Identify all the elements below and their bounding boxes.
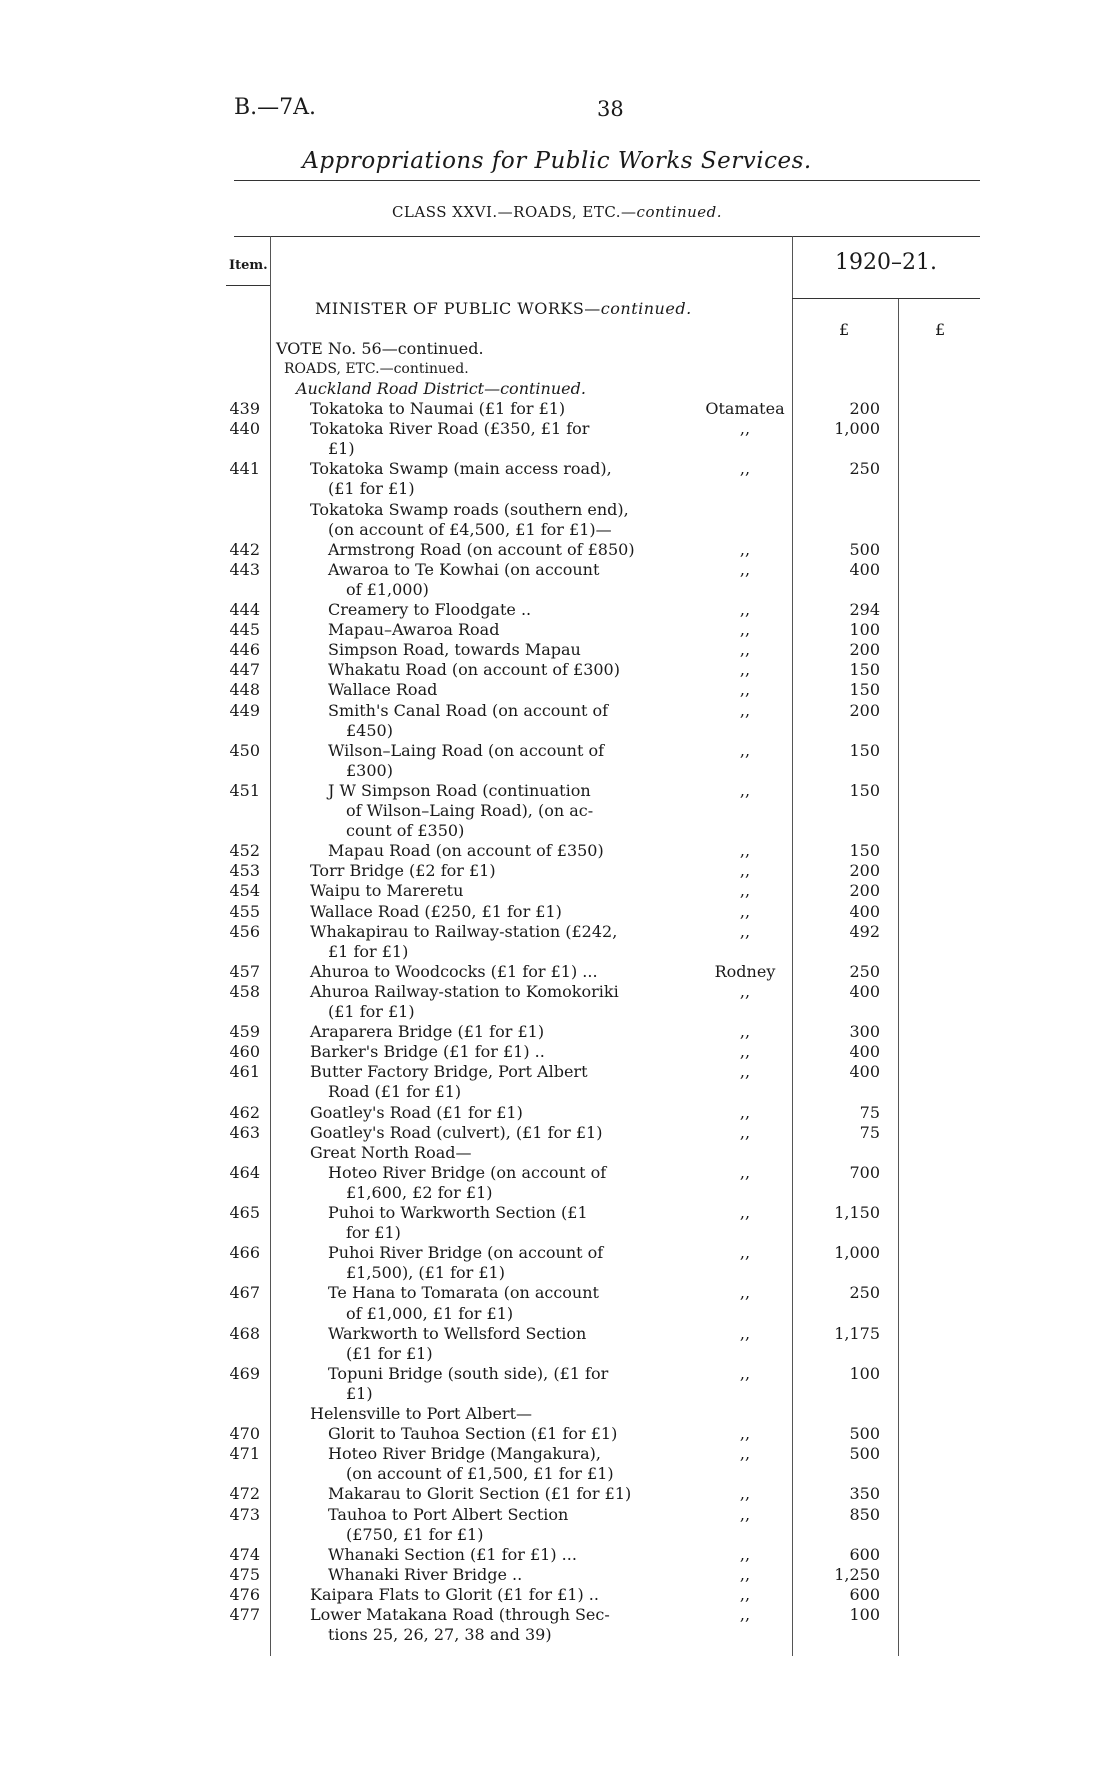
roads-heading: ROADS, ETC.—continued. [284,361,469,377]
item-description-line: Puhoi to Warkworth Section (£1 [328,1203,588,1222]
electoral-district: ,, [739,1504,751,1524]
item-number: 460 [229,1042,260,1062]
amount-value: 200 [849,700,880,720]
electoral-district: ,, [739,1605,751,1624]
item-number: 459 [229,1022,260,1042]
amount-value: 150 [849,841,880,861]
page-title: Appropriations for Public Works Services. [302,148,812,174]
electoral-district: ,, [739,1424,751,1444]
item-description-line: Tauhoa to Port Albert Section [328,1504,569,1524]
electoral-district: ,, [739,1102,751,1122]
electoral-district: ,, [739,680,751,700]
item-column-header: Item. [229,258,268,273]
item-number: 458 [229,981,260,1001]
item-description-line: (£750, £1 for £1) [346,1524,484,1544]
item-number: 471 [229,1444,260,1464]
item-description-line: Hoteo River Bridge (Mangakura), [328,1444,601,1464]
item-description-line: £450) [346,720,393,740]
item-number: 473 [229,1504,260,1524]
item-number: 449 [229,700,260,720]
item-description-line: Helensville to Port Albert— [310,1404,532,1423]
item-description-line: £1,600, £2 for £1) [346,1182,493,1202]
item-description-line: Araparera Bridge (£1 for £1) [310,1022,545,1042]
item-description-line: Goatley's Road (£1 for £1) [310,1102,523,1122]
item-description-line: Butter Factory Bridge, Port Albert [310,1062,588,1082]
amount-value: 700 [849,1162,880,1182]
electoral-district: ,, [739,539,751,559]
item-description-line: (£1 for £1) [346,1343,433,1363]
electoral-district: ,, [739,1584,751,1604]
item-description-line: Puhoi River Bridge (on account of [328,1243,604,1263]
year-column-header: 1920–21. [835,250,937,275]
item-description-line: Armstrong Road (on account of £850) [328,539,635,559]
item-description-line: £1) [346,1383,373,1403]
item-description-line: Wallace Road (£250, £1 for £1) [310,901,562,921]
item-description-line: Simpson Road, towards Mapau [328,640,581,660]
class-subtitle: CLASS XXVI.—ROADS, ETC.—continued. [391,203,723,221]
amount-value: 600 [849,1544,880,1564]
amount-value: 150 [849,680,880,700]
item-number: 445 [229,620,260,640]
item-description-line: of £1,000, £1 for £1) [346,1303,514,1323]
title-rule [234,180,980,181]
page-number: 38 [597,97,624,121]
item-number: 461 [229,1062,260,1082]
item-description-line: J W Simpson Road (continuation [328,780,591,800]
item-description-line: £1,500), (£1 for £1) [346,1263,505,1283]
electoral-district: ,, [739,1162,751,1182]
amount-value: 300 [849,1022,880,1042]
item-description-line: Kaipara Flats to Glorit (£1 for £1) .. [310,1584,599,1604]
electoral-district: ,, [739,1564,751,1584]
electoral-district: ,, [739,1243,751,1263]
amount-value: 200 [849,399,880,418]
item-number: 446 [229,640,260,660]
item-description-line: Warkworth to Wellsford Section [328,1323,587,1343]
electoral-district: ,, [739,419,751,439]
amount-value: 400 [849,981,880,1001]
item-number: 467 [229,1283,260,1303]
electoral-district: ,, [739,861,751,881]
item-description-line: for £1) [346,1223,401,1243]
electoral-district: ,, [739,901,751,921]
amount-value: 1,250 [834,1564,880,1584]
item-description-line: £1) [328,439,355,459]
item-column-divider [270,236,271,1656]
item-description-line: Mapau Road (on account of £350) [328,841,604,861]
item-number: 477 [229,1605,260,1624]
amount-value: 1,000 [834,1243,880,1263]
item-number: 474 [229,1544,260,1564]
item-number: 442 [229,539,260,559]
item-description-line: Whakatu Road (on account of £300) [328,660,620,680]
minister-heading: MINISTER OF PUBLIC WORKS—continued. [315,299,692,318]
table-top-rule [234,236,980,237]
item-description-line: Tokatoka Swamp (main access road), [310,459,612,479]
item-number: 450 [229,740,260,760]
electoral-district: ,, [739,1484,751,1504]
item-description-line: Goatley's Road (culvert), (£1 for £1) [310,1122,603,1142]
vote-heading: VOTE No. 56—continued. [276,339,484,358]
item-number: 443 [229,559,260,579]
item-number: 444 [229,600,260,619]
amount-value: 350 [849,1484,880,1504]
amount-column-divider [898,298,899,1656]
item-number: 439 [229,399,260,418]
item-description-line: £1 for £1) [328,941,409,961]
amount-value: 75 [859,1122,880,1142]
item-number: 476 [229,1584,260,1604]
item-description-line: Awaroa to Te Kowhai (on account [328,559,600,579]
item-number: 447 [229,660,260,680]
item-description-line: Great North Road— [310,1142,472,1162]
item-description-line: Glorit to Tauhoa Section (£1 for £1) [328,1424,618,1444]
electoral-district: ,, [739,1544,751,1564]
amount-value: 294 [849,600,880,619]
item-number: 451 [229,780,260,800]
item-description-line: of Wilson–Laing Road), (on ac- [346,801,594,820]
electoral-district: ,, [739,620,751,640]
item-number: 440 [229,419,260,439]
item-number: 464 [229,1162,260,1182]
amount-value: 600 [849,1584,880,1604]
item-description-line: Wallace Road [328,680,438,700]
amount-value: 400 [849,1062,880,1082]
section-code: B.—7A. [234,95,317,120]
amount-value: 100 [849,620,880,640]
amount-value: 492 [849,921,880,941]
item-description-line: Ahuroa Railway-station to Komokoriki [310,981,619,1001]
electoral-district: ,, [739,1042,751,1062]
amount-value: 400 [849,1042,880,1062]
item-number: 462 [229,1102,260,1122]
electoral-district: ,, [739,740,751,760]
item-description-line: Road (£1 for £1) [328,1082,462,1102]
item-description-line: count of £350) [346,821,465,841]
electoral-district: ,, [739,1062,751,1082]
item-description-line: Te Hana to Tomarata (on account [328,1283,599,1303]
item-description-line: Hoteo River Bridge (on account of [328,1162,607,1182]
item-number: 466 [229,1243,260,1263]
amount-value: 1,150 [834,1203,880,1222]
pound-column-2: £ [935,320,946,339]
amount-value: 150 [849,660,880,680]
amount-value: 200 [849,861,880,881]
item-number: 465 [229,1203,260,1222]
item-description-line: Smith's Canal Road (on account of [328,700,609,720]
item-description-line: tions 25, 26, 27, 38 and 39) [328,1625,552,1645]
electoral-district: Otamatea [705,399,785,418]
electoral-district: ,, [739,559,751,579]
electoral-district: ,, [739,640,751,660]
amount-value: 850 [849,1504,880,1524]
year-rule [792,298,980,299]
pound-column-1: £ [839,320,850,339]
electoral-district: ,, [739,841,751,861]
item-description-line: Waipu to Mareretu [310,881,464,901]
item-description-line: Tokatoka Swamp roads (southern end), [310,499,629,519]
item-description-line: £300) [346,760,393,780]
electoral-district: Rodney [714,961,776,981]
item-description-line: Mapau–Awaroa Road [328,620,500,640]
amount-value: 1,000 [834,419,880,439]
item-number: 456 [229,921,260,941]
amount-value: 250 [849,961,880,981]
electoral-district: ,, [739,1363,751,1383]
amount-value: 200 [849,640,880,660]
item-description-line: Tokatoka River Road (£350, £1 for [310,419,590,439]
electoral-district: ,, [739,600,751,619]
electoral-district: ,, [739,921,751,941]
item-description-line: Tokatoka to Naumai (£1 for £1) [310,399,566,418]
item-number: 470 [229,1424,260,1444]
item-number: 454 [229,881,260,901]
electoral-district: ,, [739,881,751,901]
electoral-district: ,, [739,981,751,1001]
amount-value: 150 [849,780,880,800]
item-description-line: (on account of £4,500, £1 for £1)— [328,519,612,539]
item-description-line: Wilson–Laing Road (on account of [328,740,605,760]
amount-value: 100 [849,1605,880,1624]
amount-value: 400 [849,901,880,921]
item-number: 469 [229,1363,260,1383]
amount-value: 150 [849,740,880,760]
amount-value: 500 [849,1444,880,1464]
item-header-rule [226,285,270,286]
item-description-line: of £1,000) [346,579,429,599]
amount-value: 100 [849,1363,880,1383]
item-description-line: Torr Bridge (£2 for £1) [310,861,496,881]
item-number: 453 [229,861,260,881]
item-description-line: Topuni Bridge (south side), (£1 for [328,1363,609,1383]
amount-value: 400 [849,559,880,579]
amount-value: 500 [849,1424,880,1444]
district-heading: Auckland Road District—continued. [296,379,586,398]
electoral-district: ,, [739,1203,751,1222]
electoral-district: ,, [739,459,751,479]
amount-value: 200 [849,881,880,901]
electoral-district: ,, [739,1122,751,1142]
item-number: 455 [229,901,260,921]
electoral-district: ,, [739,1444,751,1464]
electoral-district: ,, [739,1022,751,1042]
electoral-district: ,, [739,1283,751,1303]
item-number: 441 [229,459,260,479]
item-number: 463 [229,1122,260,1142]
item-description-line: (£1 for £1) [328,1002,415,1021]
electoral-district: ,, [739,780,751,800]
item-number: 457 [229,961,260,981]
item-description-line: Whanaki Section (£1 for £1) ... [328,1544,577,1564]
item-description-line: Makarau to Glorit Section (£1 for £1) [328,1484,632,1504]
electoral-district: ,, [739,660,751,680]
item-number: 468 [229,1323,260,1343]
item-description-line: Whakapirau to Railway-station (£242, [310,921,618,941]
amount-value: 250 [849,1283,880,1303]
item-number: 452 [229,841,260,861]
item-description-line: Whanaki River Bridge .. [328,1564,523,1584]
item-number: 475 [229,1564,260,1584]
item-description-line: (on account of £1,500, £1 for £1) [346,1464,614,1484]
item-description-line: Lower Matakana Road (through Sec- [310,1605,610,1624]
amount-value: 75 [859,1102,880,1122]
item-description-line: Ahuroa to Woodcocks (£1 for £1) ... [310,961,598,981]
amount-value: 1,175 [834,1323,880,1343]
item-number: 448 [229,680,260,700]
item-description-line: Creamery to Floodgate .. [328,600,532,619]
item-number: 472 [229,1484,260,1504]
item-description-line: (£1 for £1) [328,479,415,499]
electoral-district: ,, [739,700,751,720]
electoral-district: ,, [739,1323,751,1343]
amount-value: 500 [849,539,880,559]
amount-value: 250 [849,459,880,479]
item-description-line: Barker's Bridge (£1 for £1) .. [310,1042,545,1062]
